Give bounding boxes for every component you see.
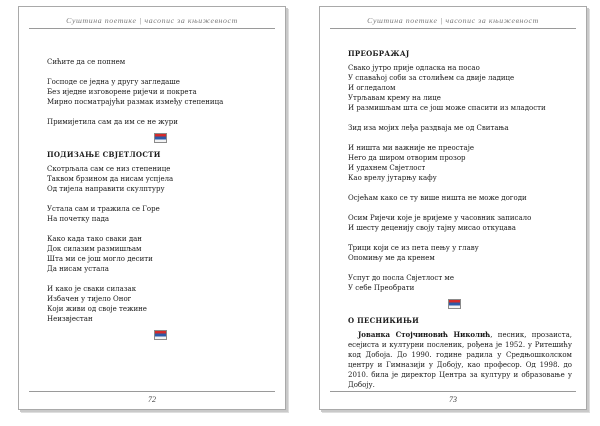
author-name: Јованка Стојчиновић Николић — [358, 330, 491, 339]
poem-line: Мирно посматрајући размак између степеница — [47, 98, 224, 106]
poem-preobrazaj — [348, 63, 560, 293]
poem-line: Свако јутро прије одласка на посао — [348, 64, 480, 72]
serbian-flag-icon — [154, 133, 167, 143]
page-number: 73 — [449, 395, 457, 404]
poem-line: Неизвјестан — [47, 315, 93, 323]
footer-rule — [330, 391, 576, 392]
poem-line: Да нисам устала — [47, 265, 109, 273]
stanza-break — [47, 67, 273, 77]
poem-line: Трици који се из пета пењу у главу — [348, 244, 479, 252]
stanza-break — [348, 133, 560, 143]
running-header: Суштина поетике | часопис за књижевност — [367, 16, 539, 25]
poem-title: ПОДИЗАЊЕ СВЈЕТЛОСТИ — [47, 150, 161, 159]
stanza-break — [47, 274, 273, 284]
author-bio — [348, 330, 572, 390]
header-rule — [29, 28, 275, 29]
poem-line: Како када тако сваки дан — [47, 235, 142, 243]
poem-line: Осим Ријечи које је вријеме у часовник записало — [348, 214, 532, 222]
stanza-break — [348, 203, 560, 213]
stanza-break — [47, 224, 273, 234]
poem-line: Који живи од своје тежине — [47, 305, 147, 313]
poem-line: Сићите да се попнем — [47, 58, 126, 66]
poem-line: И удахнем Свјетлост — [348, 164, 426, 172]
poem-line: Избачен у тијело Оног — [47, 295, 132, 303]
poem-untitled — [47, 57, 273, 127]
poem-line: Од тијела направити скулптуру — [47, 185, 165, 193]
stanza-break — [47, 107, 273, 117]
poem-line: Зид иза мојих леђа раздваја ме од Свитања — [348, 124, 509, 132]
poem-line: И ништа ми важније не преостаје — [348, 144, 475, 152]
poem-line: Примијетила сам да им се не жури — [47, 118, 178, 126]
poem-line: Утрљавам крему на лице — [348, 94, 441, 102]
header-rule — [330, 28, 576, 29]
poem-line: И како је сваки силазак — [47, 285, 137, 293]
right-page-body — [348, 49, 572, 390]
poem-podizanje-svjetlosti — [47, 164, 273, 324]
poem-line: Као врелу јутарњу кафу — [348, 174, 437, 182]
poem-line: Господе се једна у другу загледаше — [47, 78, 180, 86]
page-number: 72 — [148, 395, 156, 404]
poem-line: У спаваћој соби за столићем са двије ладице — [348, 74, 515, 82]
stanza-break — [47, 194, 273, 204]
poem-line: Скотрљала сам се низ степенице — [47, 165, 171, 173]
author-bio-text: , песник, прозаиста, есејиста и културни посленик, рођена је 1952. у Ритешићу код Добоја. До 1990. године радила у Средњошколском центру и Гимназији у Добоју, као професор. Од 1998. до 2010. била је директор Центра за културу и образовање у Добоју. — [348, 331, 572, 389]
left-page — [18, 6, 286, 410]
poem-line: И размишљам шта се још може спасити из младости — [348, 104, 546, 112]
poem-line: И шесту деценију своју тајну мисао откуцава — [348, 224, 516, 232]
footer-rule — [29, 391, 275, 392]
poem-line: Док силазим размишљам — [47, 245, 142, 253]
stanza-break — [348, 113, 560, 123]
poem-line: На почетку пада — [47, 215, 110, 223]
poem-line: Устала сам и тражила се Горе — [47, 205, 160, 213]
left-page-body — [47, 57, 273, 347]
poem-line: Без иједне изговорене ријечи и покрета — [47, 88, 197, 96]
poem-line: Таквом брзином да нисам успјела — [47, 175, 174, 183]
poem-line: Шта ми се још могло десити — [47, 255, 153, 263]
poem-line: И огледалом — [348, 84, 396, 92]
poem-line: Него да широм отворим прозор — [348, 154, 466, 162]
stanza-break — [348, 183, 560, 193]
poem-line: У себе Преобрати — [348, 284, 415, 292]
running-header: Суштина поетике | часопис за књижевност — [66, 16, 238, 25]
serbian-flag-icon — [448, 299, 461, 309]
poem-line: Опомињу ме да кренем — [348, 254, 435, 262]
serbian-flag-icon — [154, 330, 167, 340]
poem-line: Успут до посла Свјетлост ме — [348, 274, 455, 282]
poem-line: Осјећам како се ту више ништа не може догоди — [348, 194, 527, 202]
bio-title: О ПЕСНИКИЊИ — [348, 316, 420, 325]
stanza-break — [348, 233, 560, 243]
stanza-break — [348, 263, 560, 273]
poem-title: ПРЕОБРАЖАЈ — [348, 49, 410, 58]
right-page — [319, 6, 587, 410]
